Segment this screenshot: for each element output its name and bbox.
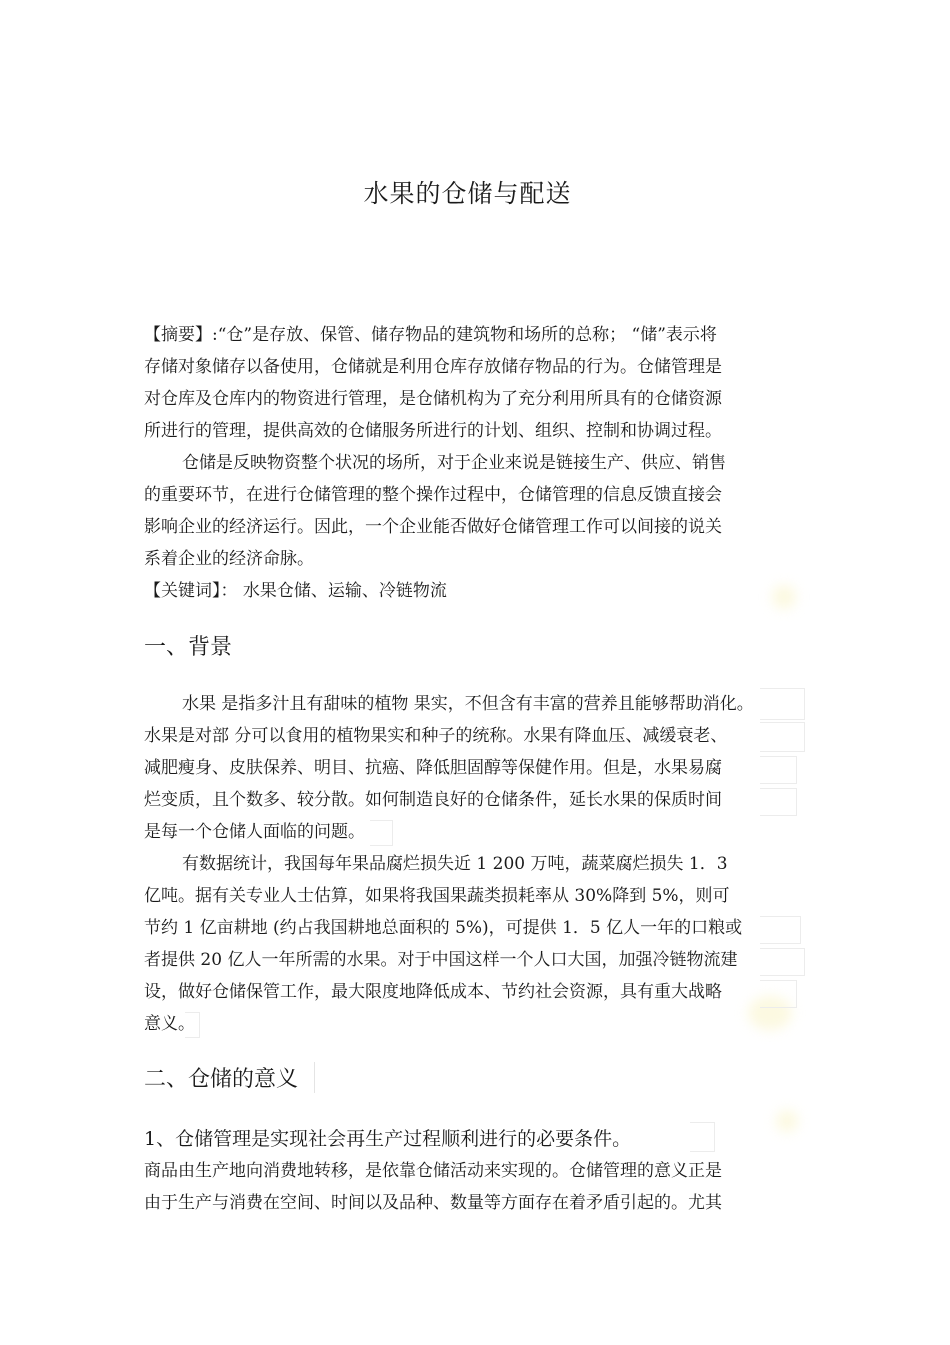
abstract-line: 所进行的管理，提供高效的仓储服务所进行的计划、组织、控制和协调过程。: [144, 421, 722, 441]
paragraph-line: 有数据统计，我国每年果品腐烂损失近 1 200 万吨，蔬菜腐烂损失 1．3: [182, 854, 728, 874]
paragraph-line: 节约 1 亿亩耕地 (约占我国耕地总面积的 5%)，可提供 1．5 亿人一年的口粮或: [144, 918, 743, 938]
scan-box: [690, 1122, 715, 1152]
section-heading-text: 二、仓储的意义: [144, 1062, 315, 1093]
paragraph-line: 减肥瘦身、皮肤保养、明目、抗癌、降低胆固醇等保健作用。但是，水果易腐: [144, 758, 722, 778]
scan-box: [760, 756, 797, 784]
paragraph-line: 设，做好仓储保管工作，最大限度地降低成本、节约社会资源，具有重大战略: [144, 982, 722, 1002]
abstract-line: 存储对象储存以备使用，仓储就是利用仓库存放储存物品的行为。仓储管理是: [144, 357, 722, 377]
paragraph-line: 水果 是指多汁且有甜味的植物 果实，不但含有丰富的营养且能够帮助消化。: [182, 694, 754, 714]
abstract-line: 对仓库及仓库内的物资进行管理，是仓储机构为了充分利用所具有的仓储资源: [144, 389, 722, 409]
scan-smudge: [776, 1110, 798, 1132]
section-heading-significance: [144, 1062, 315, 1093]
scan-box: [760, 788, 797, 816]
subsection-heading-text: 1、仓储管理是实现社会再生产过程顺利进行的必要条件。: [144, 1128, 632, 1150]
scan-box: [760, 980, 797, 1008]
scan-smudge: [772, 585, 796, 609]
subsection-heading: [144, 1124, 631, 1151]
section2-body: [144, 1155, 722, 1219]
abstract-line: 系着企业的经济命脉。: [144, 549, 314, 569]
abstract-line: 影响企业的经济运行。因此，一个企业能否做好仓储管理工作可以间接的说关: [144, 517, 722, 537]
paragraph-line: 意义。: [144, 1014, 195, 1034]
scan-box: [760, 722, 805, 752]
keywords: 【关键词】： 水果仓储、运输、冷链物流: [144, 581, 447, 601]
section1-body: [144, 688, 754, 1040]
scan-box: [760, 916, 801, 944]
paragraph-line: 亿吨。据有关专业人士估算，如果将我国果蔬类损耗率从 30%降到 5%，则可: [144, 886, 730, 906]
paragraph-line: 水果是对部 分可以食用的植物果实和种子的统称。水果有降血压、减缓衰老、: [144, 726, 728, 746]
abstract: [144, 319, 726, 607]
paragraph-line: 商品由生产地向消费地转移，是依靠仓储活动来实现的。仓储管理的意义正是: [144, 1161, 722, 1181]
abstract-line: 仓储是反映物资整个状况的场所，对于企业来说是链接生产、供应、销售: [182, 453, 726, 473]
document-title: 水果的仓储与配送: [363, 179, 572, 208]
section-heading-background: 一、背景: [144, 635, 233, 660]
abstract-line: 【摘要】:“仓”是存放、保管、储存物品的建筑物和场所的总称； “储”表示将: [144, 325, 717, 345]
abstract-line: 的重要环节，在进行仓储管理的整个操作过程中，仓储管理的信息反馈直接会: [144, 485, 722, 505]
scan-box: [760, 948, 805, 976]
scan-box: [760, 688, 805, 720]
paragraph-line: 烂变质，且个数多、较分散。如何制造良好的仓储条件，延长水果的保质时间: [144, 790, 722, 810]
paragraph-line: 者提供 20 亿人一年所需的水果。对于中国这样一个人口大国，加强冷链物流建: [144, 950, 738, 970]
paragraph-line: 由于生产与消费在空间、时间以及品种、数量等方面存在着矛盾引起的。尤其: [144, 1193, 722, 1213]
paragraph-line: 是每一个仓储人面临的问题。: [144, 822, 365, 842]
